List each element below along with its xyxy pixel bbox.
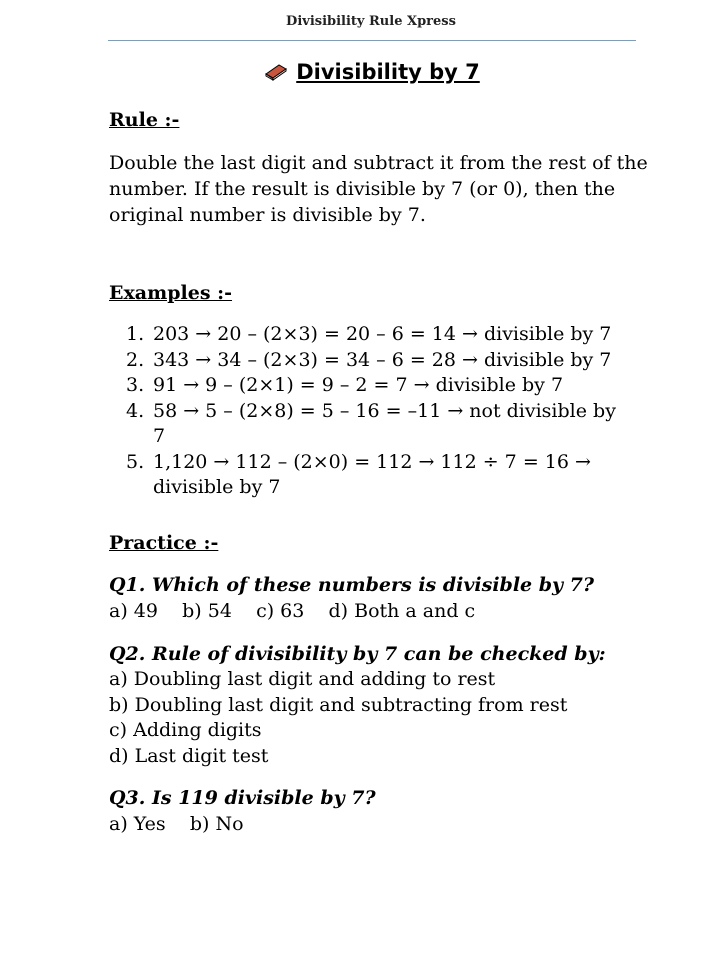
list-item-text: 58 → 5 – (2×8) = 5 – 16 = –11 → not divisible by 7: [153, 399, 616, 447]
question-2: Q2. Rule of divisibility by 7 can be checked by:: [109, 643, 606, 665]
list-item-text: 91 → 9 – (2×1) = 9 – 2 = 7 → divisible by 7: [153, 374, 564, 396]
examples-list: [126, 322, 626, 501]
running-header: Divisibility Rule Xpress: [286, 14, 456, 29]
list-item: [126, 373, 626, 399]
list-item: [126, 399, 626, 450]
question-2-option-c: c) Adding digits: [109, 719, 262, 741]
list-item-number: 1.: [126, 323, 145, 345]
list-item-number: 5.: [126, 450, 145, 473]
list-item: [126, 348, 626, 374]
list-item-number: 3.: [126, 374, 145, 396]
rule-text: Double the last digit and subtract it from the rest of the number. If the result is divisible by 7 (or 0), then the original number is divisible by 7.: [109, 152, 648, 226]
list-item: [126, 322, 626, 348]
header-divider: [108, 40, 636, 41]
question-2-option-b: b) Doubling last digit and subtracting from rest: [109, 694, 568, 716]
question-2-option-d: d) Last digit test: [109, 745, 269, 767]
document-title-text: Divisibility by 7: [296, 60, 480, 84]
practice-heading: Practice :-: [109, 532, 219, 554]
list-item: [126, 450, 626, 501]
question-3: Q3. Is 119 divisible by 7?: [109, 787, 376, 809]
list-item-text: 1,120 → 112 – (2×0) = 112 → 112 ÷ 7 = 16 → divisible by 7: [153, 450, 591, 498]
question-2-option-a: a) Doubling last digit and adding to rest: [109, 668, 496, 690]
document-title: [108, 60, 636, 86]
list-item-number: 2.: [126, 348, 145, 371]
question-3-options: a) Yes b) No: [109, 813, 244, 835]
list-item-text: 343 → 34 – (2×3) = 34 – 6 = 28 → divisible by 7: [153, 348, 612, 371]
list-item-text: 203 → 20 – (2×3) = 20 – 6 = 14 → divisible by 7: [153, 323, 612, 345]
question-1: Q1. Which of these numbers is divisible by 7?: [109, 574, 595, 596]
rule-heading: Rule :-: [109, 109, 180, 131]
examples-heading: Examples :-: [109, 282, 233, 304]
book-icon: [264, 61, 288, 86]
list-item-number: 4.: [126, 399, 145, 422]
question-1-options: a) 49 b) 54 c) 63 d) Both a and c: [109, 600, 476, 622]
